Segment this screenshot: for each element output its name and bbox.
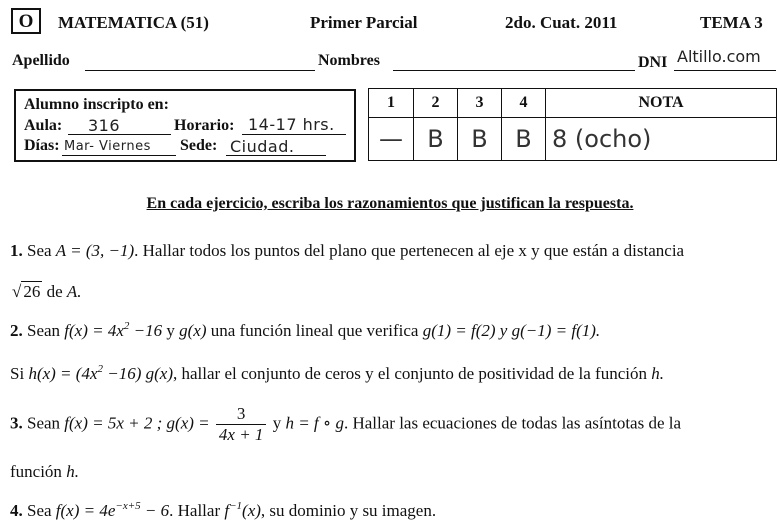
q2-end: h. bbox=[651, 364, 664, 383]
q2-g: g(x) bbox=[179, 321, 207, 340]
q4-finv-exp: −1 bbox=[229, 500, 243, 512]
q2-mid: una función lineal que verifica bbox=[210, 321, 419, 340]
course-title: MATEMATICA (51) bbox=[58, 13, 209, 32]
q1-tail-a: A. bbox=[66, 282, 82, 301]
q4-f-tail: − 6 bbox=[140, 501, 170, 520]
watermark-text: Altillo.com bbox=[677, 47, 761, 66]
q2-h-exp: 2 bbox=[97, 363, 103, 375]
dni-line[interactable] bbox=[674, 70, 776, 71]
q1-sqrt-radicand: 26 bbox=[23, 282, 41, 301]
q4-lead: Sea bbox=[27, 501, 52, 520]
q3-g-lead: ; g(x) = bbox=[152, 413, 210, 433]
q4-finv-tail: (x) bbox=[242, 501, 261, 520]
grade-header-nota: NOTA bbox=[546, 89, 777, 118]
dni-label: DNI bbox=[638, 54, 668, 71]
question-3 bbox=[10, 404, 681, 445]
horario-line bbox=[242, 134, 346, 135]
q3-f: f(x) = 5x + 2 bbox=[64, 413, 153, 433]
q4-number: 4. bbox=[10, 501, 23, 520]
q2-f: f(x) = 4x bbox=[64, 321, 124, 340]
grades-header-row bbox=[369, 89, 777, 118]
q1-number: 1. bbox=[10, 241, 23, 260]
aula-label: Aula: bbox=[24, 117, 63, 134]
q2-number: 2. bbox=[10, 321, 23, 340]
question-4 bbox=[10, 501, 436, 521]
q3-lead: Sean bbox=[27, 413, 61, 433]
tema-letter-box: O bbox=[11, 8, 41, 34]
sqrt-symbol: √ 26 bbox=[12, 282, 41, 301]
q3-text: . Hallar las ecuaciones de todas las asíntotas de la bbox=[343, 413, 682, 433]
grade-value-nota: 8 (ocho) bbox=[546, 118, 777, 161]
grade-value-4: B bbox=[502, 118, 546, 161]
q2-h-tail: −16) g(x) bbox=[102, 364, 173, 383]
grade-value-2: B bbox=[414, 118, 458, 161]
q1-point: A = (3, −1) bbox=[55, 241, 135, 260]
sede-value: Ciudad. bbox=[230, 137, 295, 156]
q3-fraction bbox=[216, 404, 267, 445]
grade-value-1: — bbox=[369, 118, 414, 161]
q4-hallar: . Hallar bbox=[169, 501, 221, 520]
q3-g-num: 3 bbox=[216, 404, 267, 425]
q3-end: h. bbox=[66, 462, 79, 481]
q4-finv: f bbox=[224, 501, 230, 520]
question-1-cont bbox=[12, 282, 82, 302]
q2-si: Si bbox=[10, 364, 25, 383]
q1-lead: Sea bbox=[27, 241, 52, 260]
q2-f-exp: 2 bbox=[123, 320, 130, 332]
instructions: En cada ejercicio, escriba los razonamientos que justifican la respuesta. bbox=[146, 195, 634, 212]
question-1 bbox=[10, 241, 684, 261]
aula-value: 316 bbox=[88, 116, 121, 135]
q4-f-exp: −x+5 bbox=[115, 500, 141, 512]
nombres-label: Nombres bbox=[318, 52, 380, 69]
grade-header-1: 1 bbox=[369, 89, 414, 118]
q3-number: 3. bbox=[10, 413, 23, 433]
q2-lead: Sean bbox=[27, 321, 61, 340]
dias-value: Mar- Viernes bbox=[64, 139, 151, 154]
enrollment-title: Alumno inscripto en: bbox=[24, 96, 169, 113]
grade-header-4: 4 bbox=[502, 89, 546, 118]
q1-tail-de: de bbox=[46, 282, 63, 301]
dias-line bbox=[62, 155, 176, 156]
question-2 bbox=[10, 321, 600, 341]
q2-and: y bbox=[166, 321, 175, 340]
exam-title: Primer Parcial bbox=[310, 13, 418, 32]
question-3-cont bbox=[10, 462, 79, 482]
q1-text: . Hallar todos los puntos del plano que pertenecen al eje x y que están a distancia bbox=[134, 241, 685, 260]
grade-header-2: 2 bbox=[414, 89, 458, 118]
q2-f-tail: −16 bbox=[129, 321, 163, 340]
question-2-cont bbox=[10, 364, 664, 384]
q2-h: h(x) = (4x bbox=[28, 364, 98, 383]
q2-cond: g(1) = f(2) y g(−1) = f(1). bbox=[422, 321, 601, 340]
q3-funcion: función bbox=[10, 462, 62, 481]
tema-label: TEMA 3 bbox=[700, 13, 763, 32]
sede-label: Sede: bbox=[180, 137, 218, 154]
nombres-line[interactable] bbox=[393, 70, 635, 71]
dias-label: Días: bbox=[24, 137, 60, 154]
grade-value-3: B bbox=[458, 118, 502, 161]
q3-h: h = f ∘ g bbox=[285, 413, 344, 433]
horario-label: Horario: bbox=[174, 117, 235, 134]
q3-g-den: 4x + 1 bbox=[218, 425, 264, 444]
grades-table bbox=[368, 88, 777, 161]
q3-and: y bbox=[272, 413, 282, 433]
grade-header-3: 3 bbox=[458, 89, 502, 118]
q4-f: f(x) = 4e bbox=[55, 501, 116, 520]
q4-text: , su dominio y su imagen. bbox=[260, 501, 437, 520]
enrollment-box bbox=[14, 89, 356, 162]
term-label: 2do. Cuat. 2011 bbox=[505, 13, 618, 32]
q2-text: , hallar el conjunto de ceros y el conjunto de positividad de la función bbox=[173, 364, 647, 383]
horario-value: 14-17 hrs. bbox=[248, 115, 335, 134]
apellido-label: Apellido bbox=[12, 52, 70, 69]
apellido-line[interactable] bbox=[85, 70, 315, 71]
grades-value-row bbox=[369, 118, 777, 161]
